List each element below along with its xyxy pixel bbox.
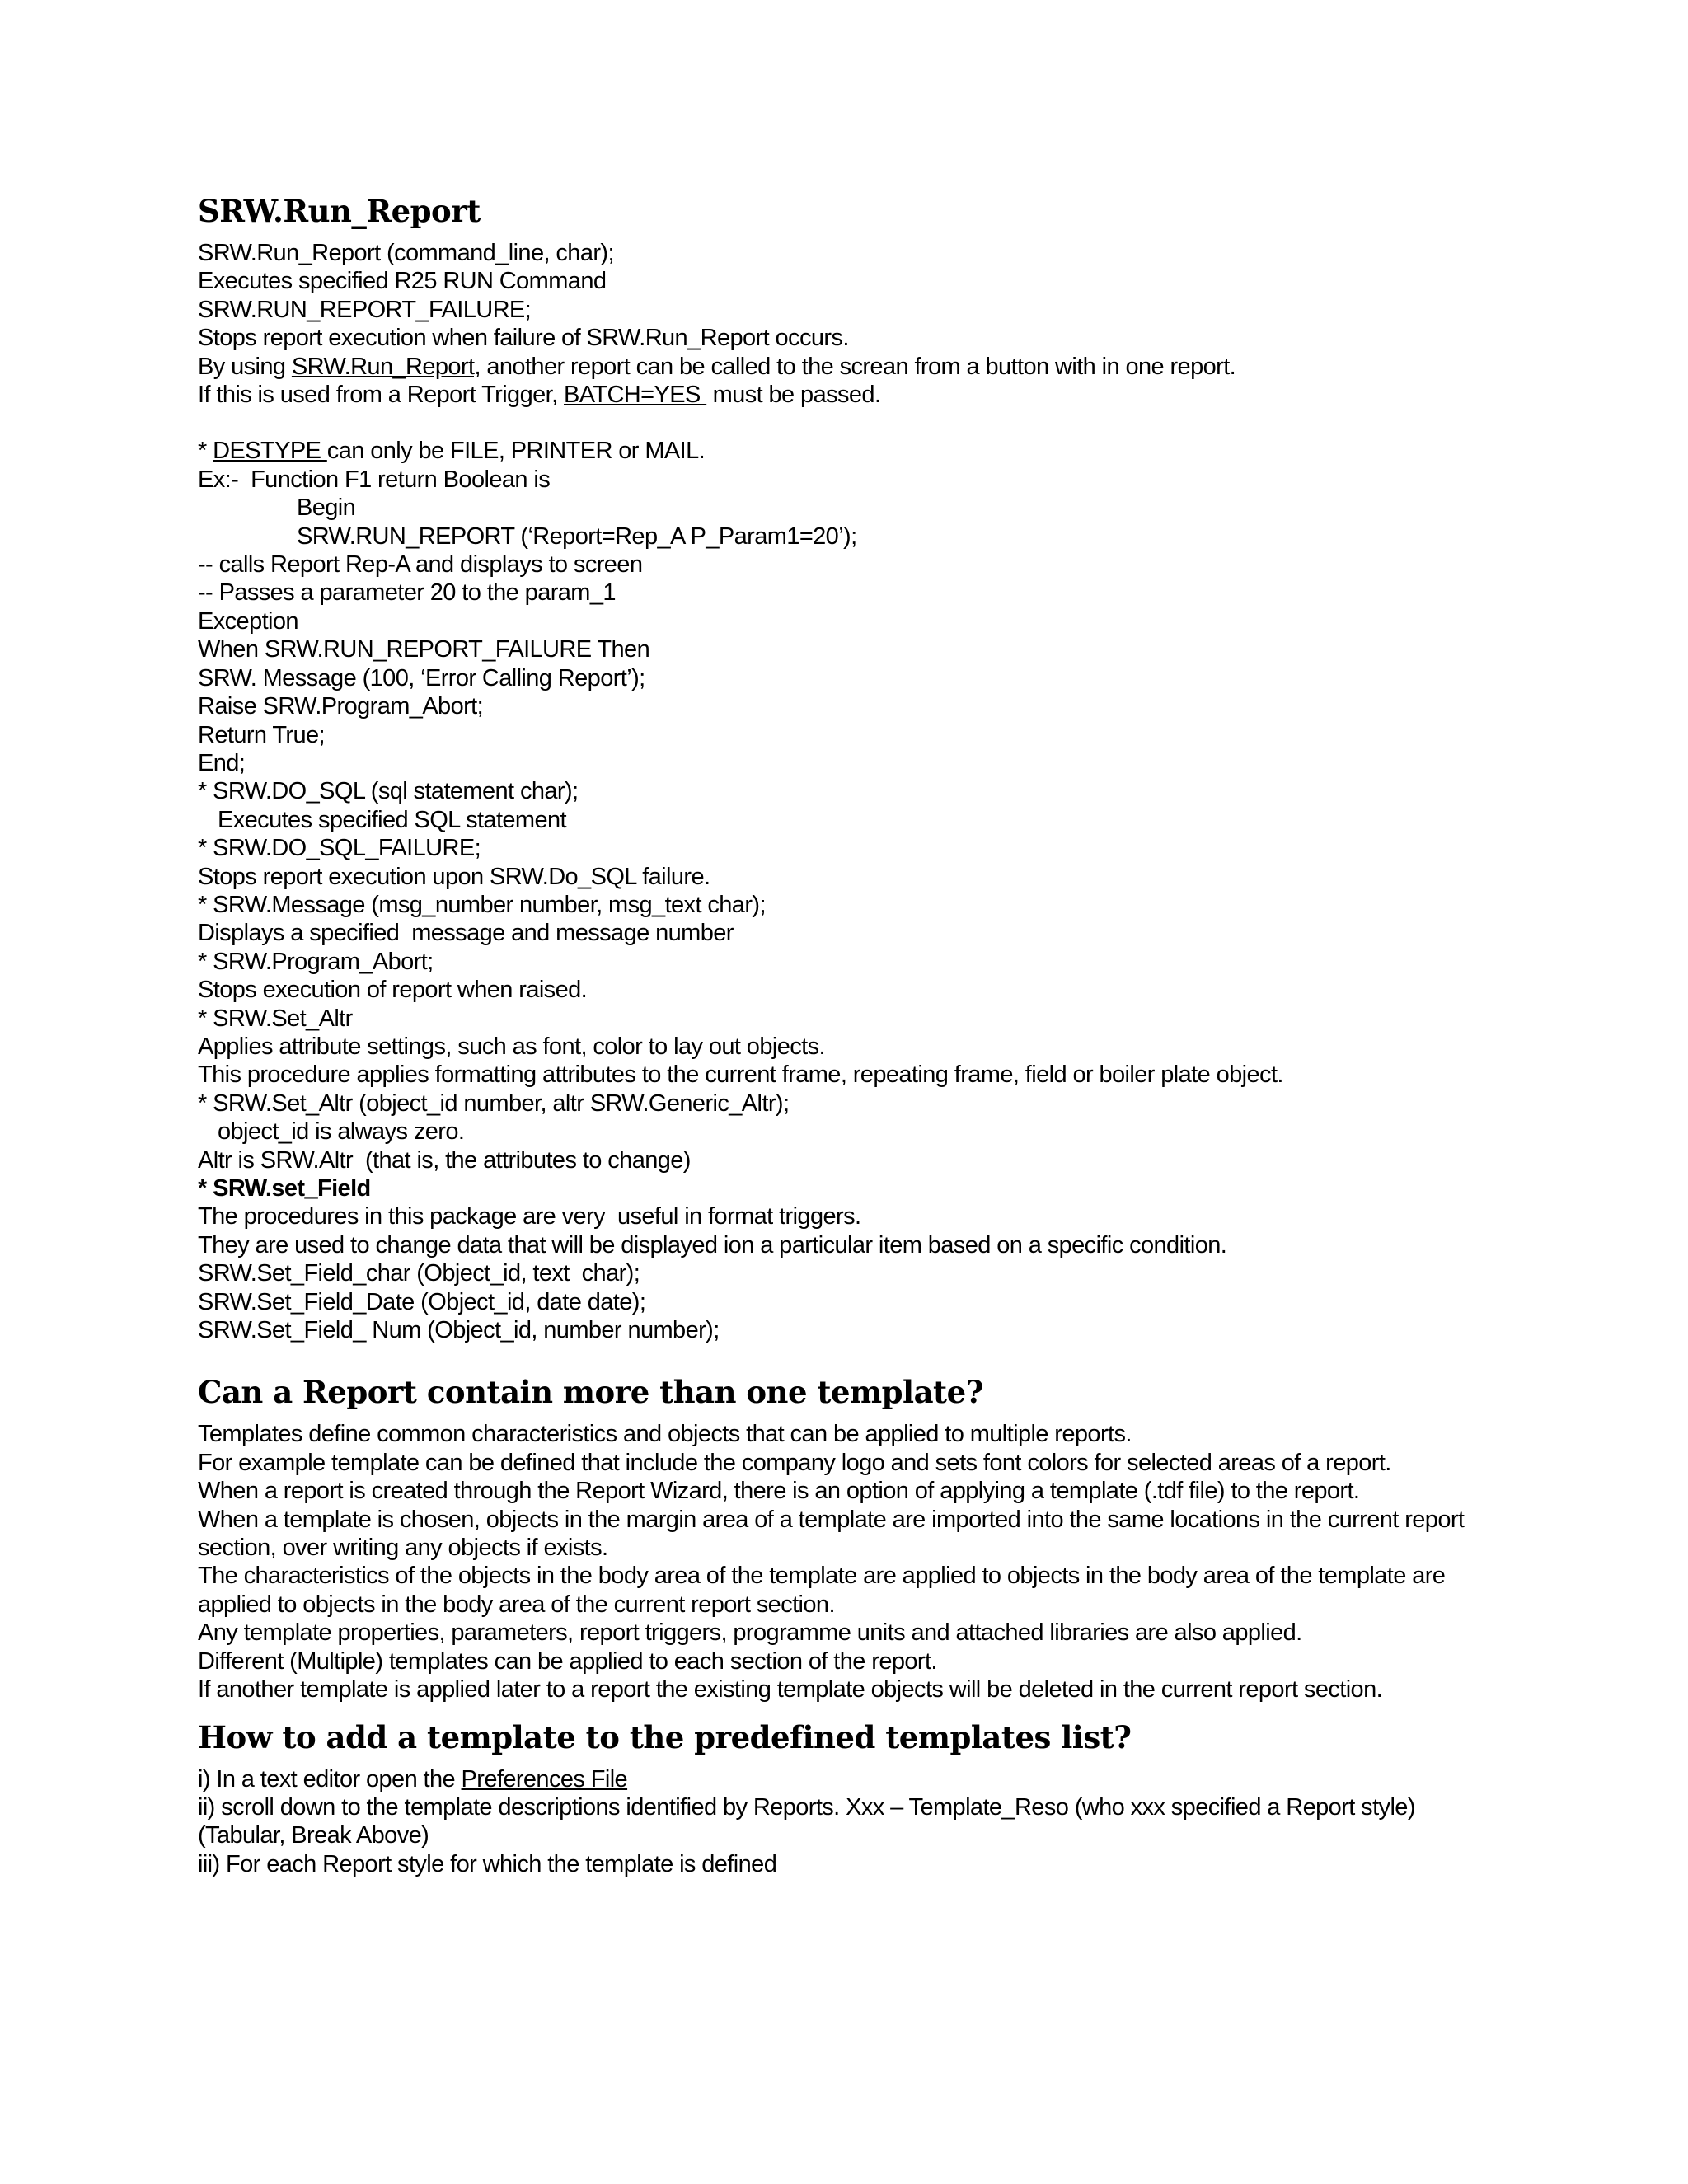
text-line [198, 381, 1500, 409]
text-line: Executes specified SQL statement [218, 806, 567, 833]
text-line: SRW.Set_Field_Date (Object_id, date date); [198, 1288, 646, 1315]
text-line: Altr is SRW.Altr (that is, the attributes to change) [198, 1146, 691, 1174]
code-line: SRW. Message (100, ‘Error Calling Report’); [198, 664, 645, 691]
batch-yes-link[interactable]: BATCH=YES [564, 382, 707, 409]
step-item: ii) scroll down to the template descriptions identified by Reports. Xxx – Template_Reso (who xxx specified a Report style) (Tabular, Break Above) [198, 1793, 1415, 1849]
text-fragment: By using [198, 353, 292, 380]
paragraph: When a template is chosen, objects in the margin area of a template are imported into the same locations in the current report section, over writing any objects if exists. [198, 1506, 1465, 1562]
text-line: Displays a specified message and message number [198, 920, 734, 947]
paragraph: For example template can be defined that include the company logo and sets font colors for selected areas of a report. [198, 1449, 1391, 1476]
text-line: Stops report execution upon SRW.Do_SQL failure. [198, 863, 710, 890]
paragraph: The characteristics of the objects in the body area of the template are applied to objects in the body area of the template are applied to objects in the body area of the current report section. [198, 1563, 1446, 1618]
text-line: Stops report execution when failure of SRW.Run_Report occurs. [198, 325, 849, 352]
text-line: object_id is always zero. [218, 1118, 465, 1146]
text-line: SRW.Set_Field_char (Object_id, text char); [198, 1260, 640, 1287]
code-line: End; [198, 749, 246, 776]
text-line: The procedures in this package are very useful in format triggers. [198, 1203, 861, 1230]
code-line: Ex:- Function F1 return Boolean is [198, 466, 551, 493]
text-fragment: i) In a text editor open the [198, 1765, 462, 1793]
text-line: This procedure applies formatting attributes to the current frame, repeating frame, field or boiler plate object. [198, 1062, 1283, 1089]
paragraph: Any template properties, parameters, report triggers, programme units and attached libraries are also applied. [198, 1619, 1302, 1647]
heading-add-template: How to add a template to the predefined templates list? [198, 1718, 1132, 1755]
text-line: * SRW.Set_Altr (object_id number, altr SRW.Generic_Altr); [198, 1090, 790, 1117]
text-line: They are used to change data that will be displayed ion a particular item based on a specific condition. [198, 1231, 1227, 1258]
text-line: * SRW.Message (msg_number number, msg_text char); [198, 891, 766, 918]
text-line: * SRW.DO_SQL (sql statement char); [198, 778, 579, 805]
destype-link[interactable]: DESTYPE [213, 438, 327, 465]
step-item [198, 1765, 1500, 1793]
code-line: -- Passes a parameter 20 to the param_1 [198, 579, 616, 607]
paragraph: Different (Multiple) templates can be applied to each section of the report. [198, 1647, 937, 1675]
code-line: Exception [198, 607, 298, 635]
heading-srw-run-report: SRW.Run_Report [198, 193, 481, 229]
text-line: SRW.RUN_REPORT_FAILURE; [198, 296, 532, 323]
code-line: Raise SRW.Program_Abort; [198, 693, 484, 720]
text-fragment: If this is used from a Report Trigger, [198, 382, 565, 409]
text-line: SRW.Set_Field_ Num (Object_id, number number); [198, 1317, 720, 1344]
paragraph: If another template is applied later to a report the existing template objects will be deleted in the current report section. [198, 1676, 1383, 1704]
text-line: SRW.Run_Report (command_line, char); [198, 240, 614, 266]
code-line: Return True; [198, 721, 325, 748]
text-line [198, 353, 1500, 381]
paragraph: Templates define common characteristics and objects that can be applied to multiple reports. [198, 1421, 1132, 1448]
text-fragment: can only be FILE, PRINTER or MAIL. [326, 438, 706, 465]
document-body [198, 191, 1500, 1878]
step-item: iii) For each Report style for which the template is defined [198, 1850, 777, 1877]
code-line: SRW.RUN_REPORT (‘Report=Rep_A P_Param1=20’); [297, 523, 857, 550]
text-fragment: * [198, 438, 213, 465]
preferences-file-link[interactable]: Preferences File [461, 1765, 628, 1793]
blank-line [198, 409, 1500, 437]
code-line: When SRW.RUN_REPORT_FAILURE Then [198, 636, 650, 663]
text-line: Stops execution of report when raised. [198, 977, 588, 1004]
text-fragment: another report can be called to the screan from a button with in one report. [480, 353, 1236, 380]
text-line: Executes specified R25 RUN Command [198, 268, 607, 295]
text-line [198, 437, 1500, 465]
text-fragment: must be passed. [706, 382, 881, 409]
code-line: Begin [297, 494, 356, 522]
heading-multiple-templates: Can a Report contain more than one template? [198, 1374, 983, 1411]
srw-run-report-link[interactable]: SRW.Run_Report, [291, 353, 481, 380]
text-line: * SRW.Program_Abort; [198, 948, 434, 975]
text-line: * SRW.DO_SQL_FAILURE; [198, 835, 481, 862]
text-line-bold: * SRW.set_Field [198, 1175, 371, 1202]
code-line: -- calls Report Rep-A and displays to screen [198, 551, 643, 579]
text-line: Applies attribute settings, such as font, color to lay out objects. [198, 1033, 825, 1060]
text-line: * SRW.Set_Altr [198, 1005, 353, 1032]
paragraph: When a report is created through the Report Wizard, there is an option of applying a template (.tdf file) to the report. [198, 1478, 1360, 1505]
